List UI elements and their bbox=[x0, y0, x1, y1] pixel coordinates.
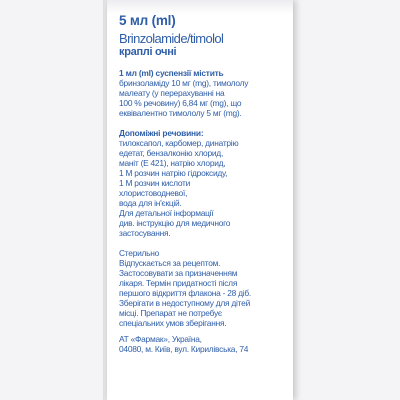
volume-label: 5 мл (ml) bbox=[119, 13, 176, 28]
composition-line: 100 % речовину) 6,84 мг (mg), що bbox=[119, 98, 242, 108]
excipients-line: 1 М розчин натрію гідроксиду, bbox=[119, 168, 228, 178]
storage-line: Застосовувати за призначенням bbox=[119, 268, 238, 278]
manufacturer-line: 04080, м. Київ, вул. Кирилівська, 74 bbox=[119, 344, 249, 354]
excipients-line: едетат, бензалконію хлорид, bbox=[119, 148, 224, 158]
spacer bbox=[119, 238, 287, 248]
storage-line: Відпускається за рецептом. bbox=[119, 258, 221, 268]
excipients-line: 1 М розчин кислоти bbox=[119, 178, 191, 188]
excipients-line: тилоксапол, карбомер, динатрію bbox=[119, 138, 239, 148]
composition-line: еквівалентно тимололу 5 мг (mg). bbox=[119, 108, 242, 118]
label-text bbox=[119, 12, 287, 354]
composition-title: 1 мл (ml) суспензії містить bbox=[119, 68, 224, 78]
storage-line: Зберігати в недоступному для дітей bbox=[119, 298, 250, 308]
composition-line: бринзоламіду 10 мг (mg), тимололу bbox=[119, 78, 249, 88]
excipients-line: вода для ін'єкцій. bbox=[119, 198, 182, 208]
info-line: див. інструкцію для медичного bbox=[119, 218, 231, 228]
excipients-line: маніт (Е 421), натрію хлорид, bbox=[119, 158, 226, 168]
storage-line: лікаря. Термін придатності після bbox=[119, 278, 238, 288]
storage-line: першого відкриття флакона - 28 діб. bbox=[119, 288, 251, 298]
composition-line: малеату (у перерахуванні на bbox=[119, 88, 225, 98]
storage-line: спеціальних умов зберігання. bbox=[119, 318, 227, 328]
medicine-box bbox=[107, 0, 293, 400]
info-line: застосування. bbox=[119, 228, 171, 238]
info-line: Для детальної інформації bbox=[119, 208, 214, 218]
product-name: Brinzolamide/timolol bbox=[119, 31, 224, 46]
manufacturer-line: АТ «Фармак», Україна, bbox=[119, 334, 202, 344]
dosage-form: краплі очні bbox=[119, 46, 177, 58]
excipients-line: хлористоводневої, bbox=[119, 188, 188, 198]
sterile-label: Стерильно bbox=[119, 248, 160, 258]
storage-line: місці. Препарат не потребує bbox=[119, 308, 222, 318]
excipients-title: Допоміжні речовини: bbox=[119, 128, 204, 138]
